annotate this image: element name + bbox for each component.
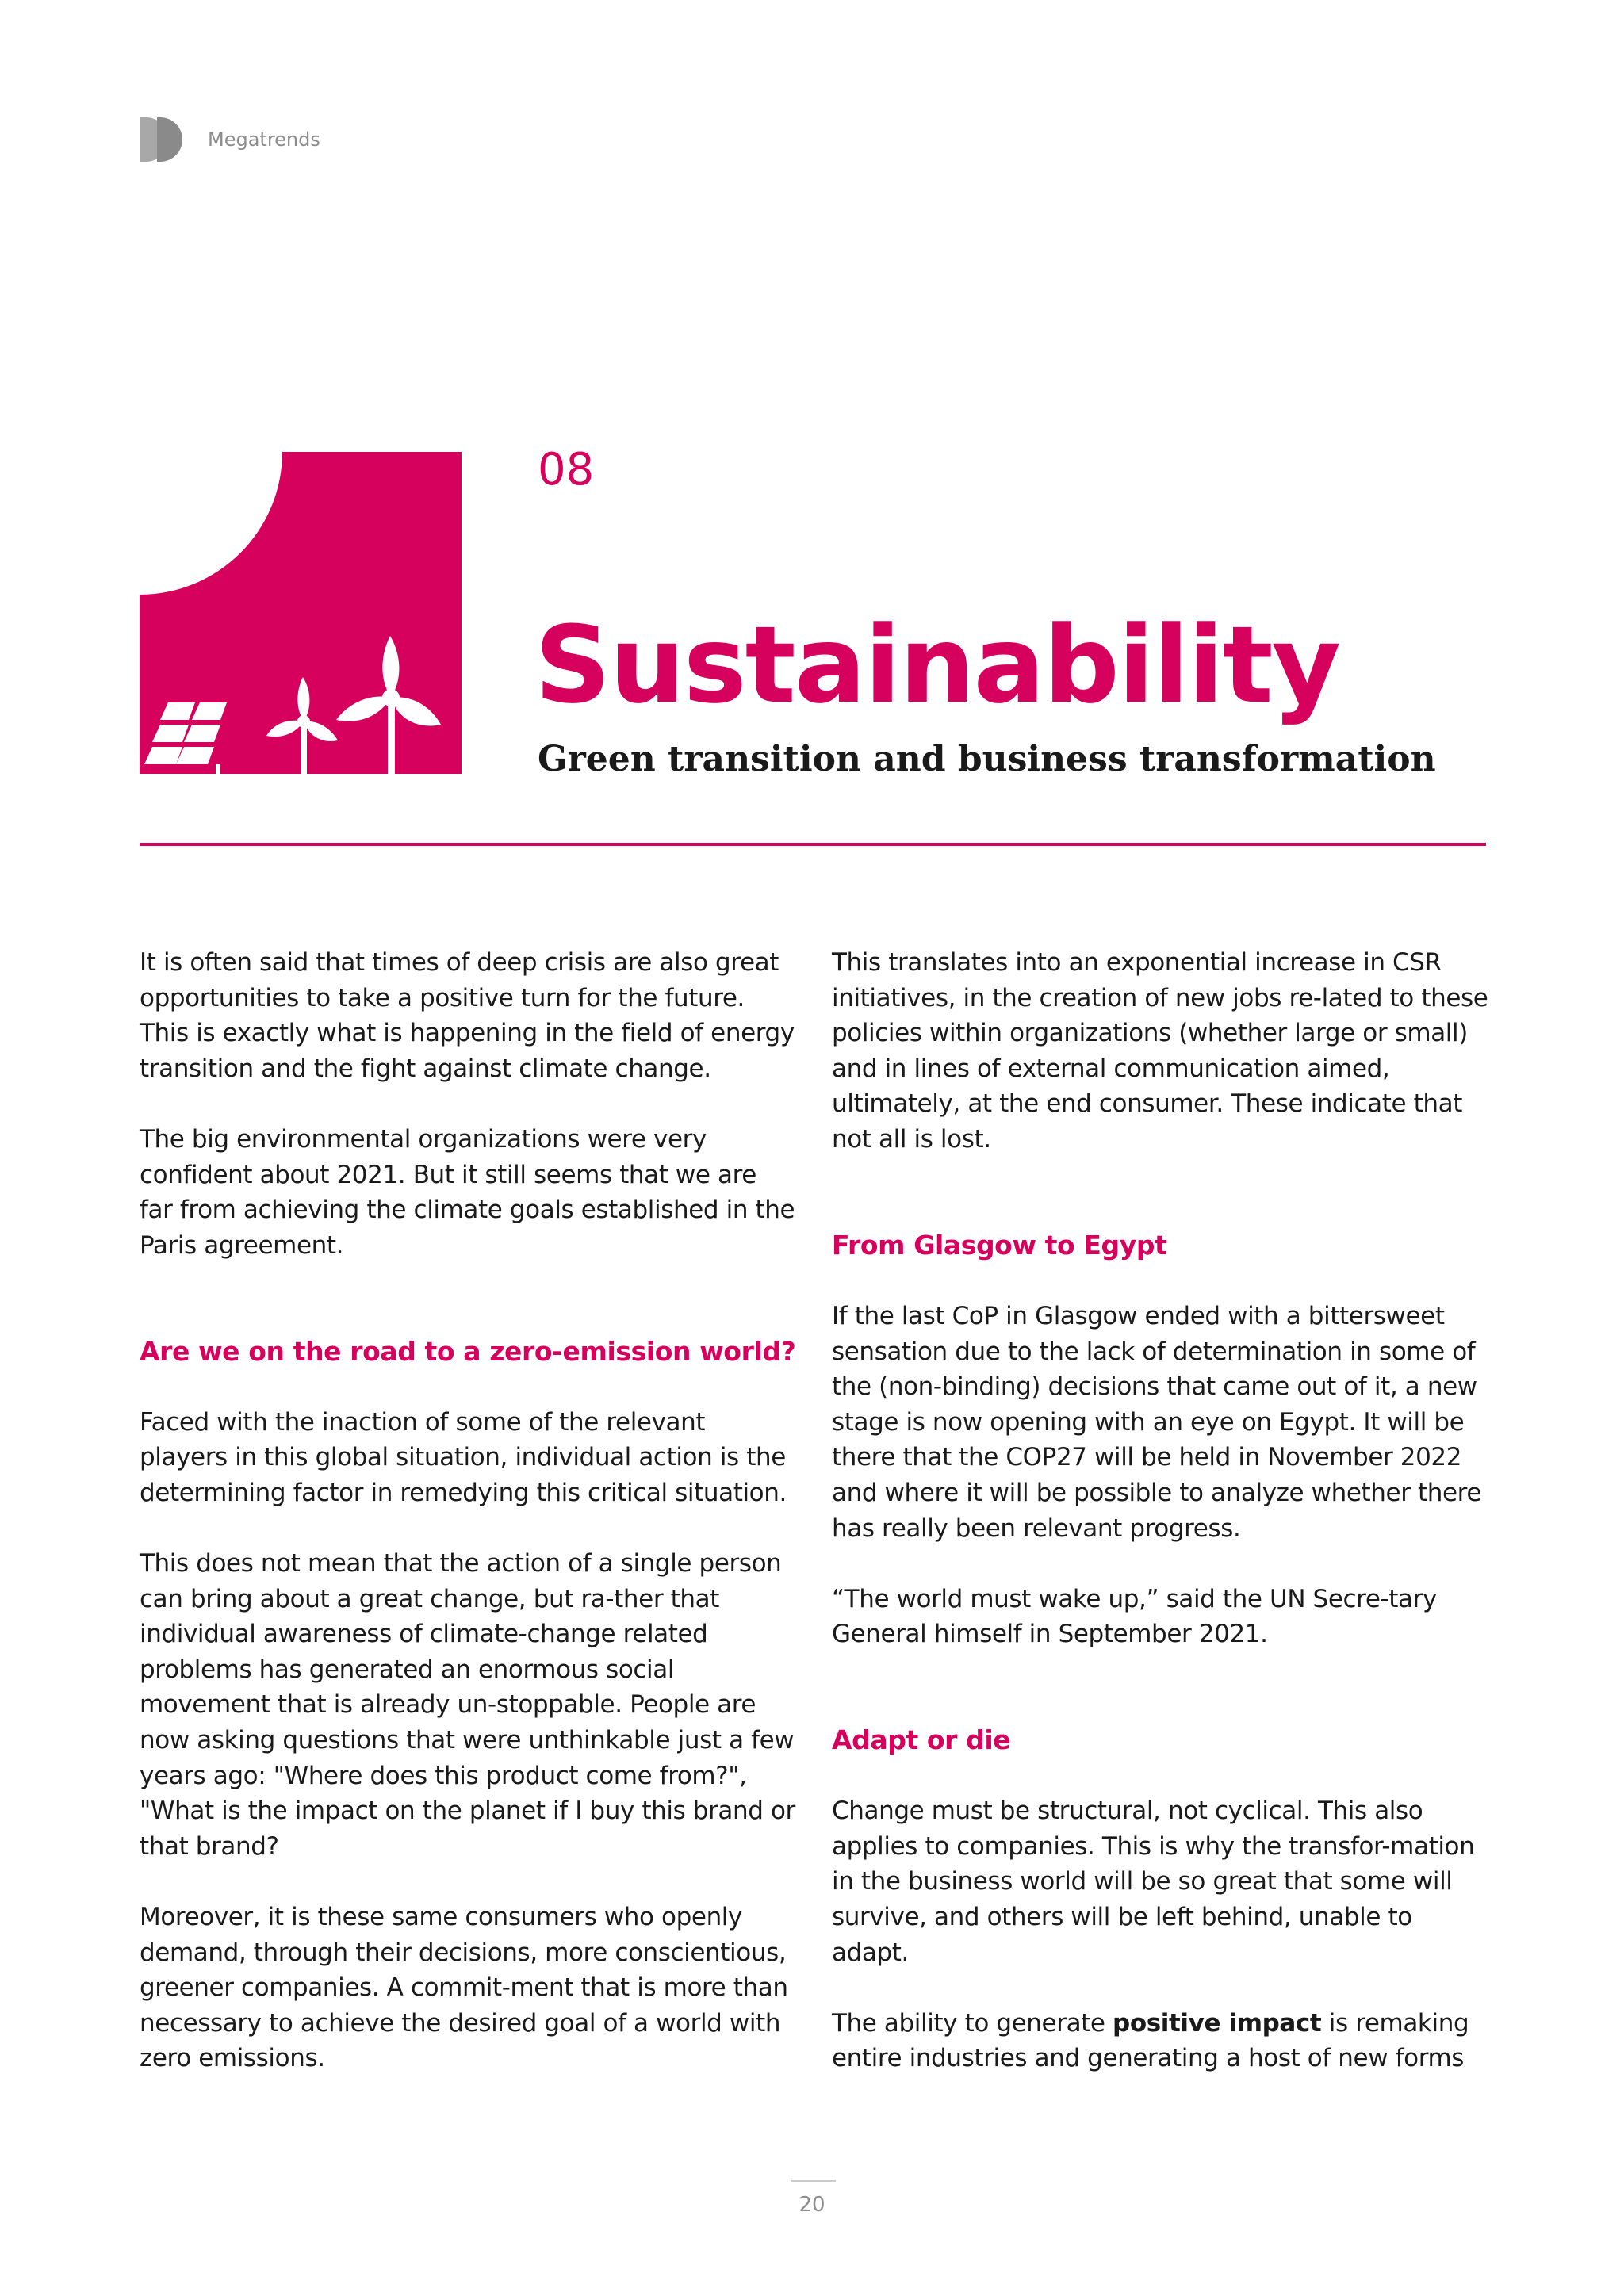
paragraph: The big environmental organizations were very confident about 2021. But it still seems that we are far from achieving the climate goals established in the Paris agreement. [140,1124,795,1260]
emphasis-text: positive impact [1113,2008,1322,2038]
paragraph: It is often said that times of deep crisis are also great opportunities to take a positive turn for the future. This is exactly what is happening in the field of energy transition and the fight against climate change. [140,948,795,1083]
paragraph [832,2006,1488,2076]
subheading: Are we on the road to a zero-emission world? [140,1335,796,1367]
paragraph-text: The ability to generate [832,2008,1113,2038]
chapter-subtitle: Green transition and business transformation [538,739,1436,779]
paragraph: “The world must wake up,” said the UN Secre-tary General himself in September 2021. [832,1584,1437,1649]
subheading: From Glasgow to Egypt [832,1229,1167,1261]
chapter-title: Sustainability [534,603,1340,727]
chapter-number: 08 [538,444,595,496]
subheading: Adapt or die [832,1724,1011,1756]
brand-logo-icon [140,117,184,162]
page-number-rule [791,2180,836,2182]
right-column [832,945,1488,2112]
page-header [140,117,320,162]
section-label: Megatrends [208,128,320,151]
title-divider [140,843,1486,846]
paragraph: This translates into an exponential increase in CSR initiatives, in the creation of new jobs re-lated to these policies within organizations (whether large or small) and in lines of external communication aimed, ultimately, at the end consumer. These indicate that not all is lost. [832,948,1488,1154]
solar-panels-and-wind-turbines-icon [140,452,462,774]
paragraph: Moreover, it is these same consumers who openly demand, through their decisions, more conscientious, greener companies. A commit-ment that is more than necessary to achieve the desired goal of a world with zero emissions. [140,1903,788,2073]
paragraph: Change must be structural, not cyclical. This also applies to companies. This is why the transfor-mation in the business world will be so great that some will survive, and others will be left behind, unable to adapt. [832,1797,1475,1967]
left-column [140,945,796,2112]
paragraph-text: is remaking entire industries and generating a host of new forms [832,2008,1469,2073]
paragraph: If the last CoP in Glasgow ended with a bittersweet sensation due to the lack of determination in some of the (non-binding) decisions that came out of it, a new stage is now opening with an eye on Egypt. It will be there that the COP27 will be held in November 2022 and where it will be possible to analyze whether there has really been relevant progress. [832,1301,1482,1543]
paragraph: This does not mean that the action of a single person can bring about a great change, but ra-ther that individual awareness of climate-change related problems has generated an enormous social movement that is already un-stoppable. People are now asking questions that were unthinkable just a few years ago: "Where does this product come from?", "What is the impact on the planet if I buy this brand or that brand? [140,1549,795,1861]
paragraph: Faced with the inaction of some of the relevant players in this global situation, individual action is the determining factor in remedying this critical situation. [140,1407,787,1507]
page-number: 20 [799,2193,825,2217]
